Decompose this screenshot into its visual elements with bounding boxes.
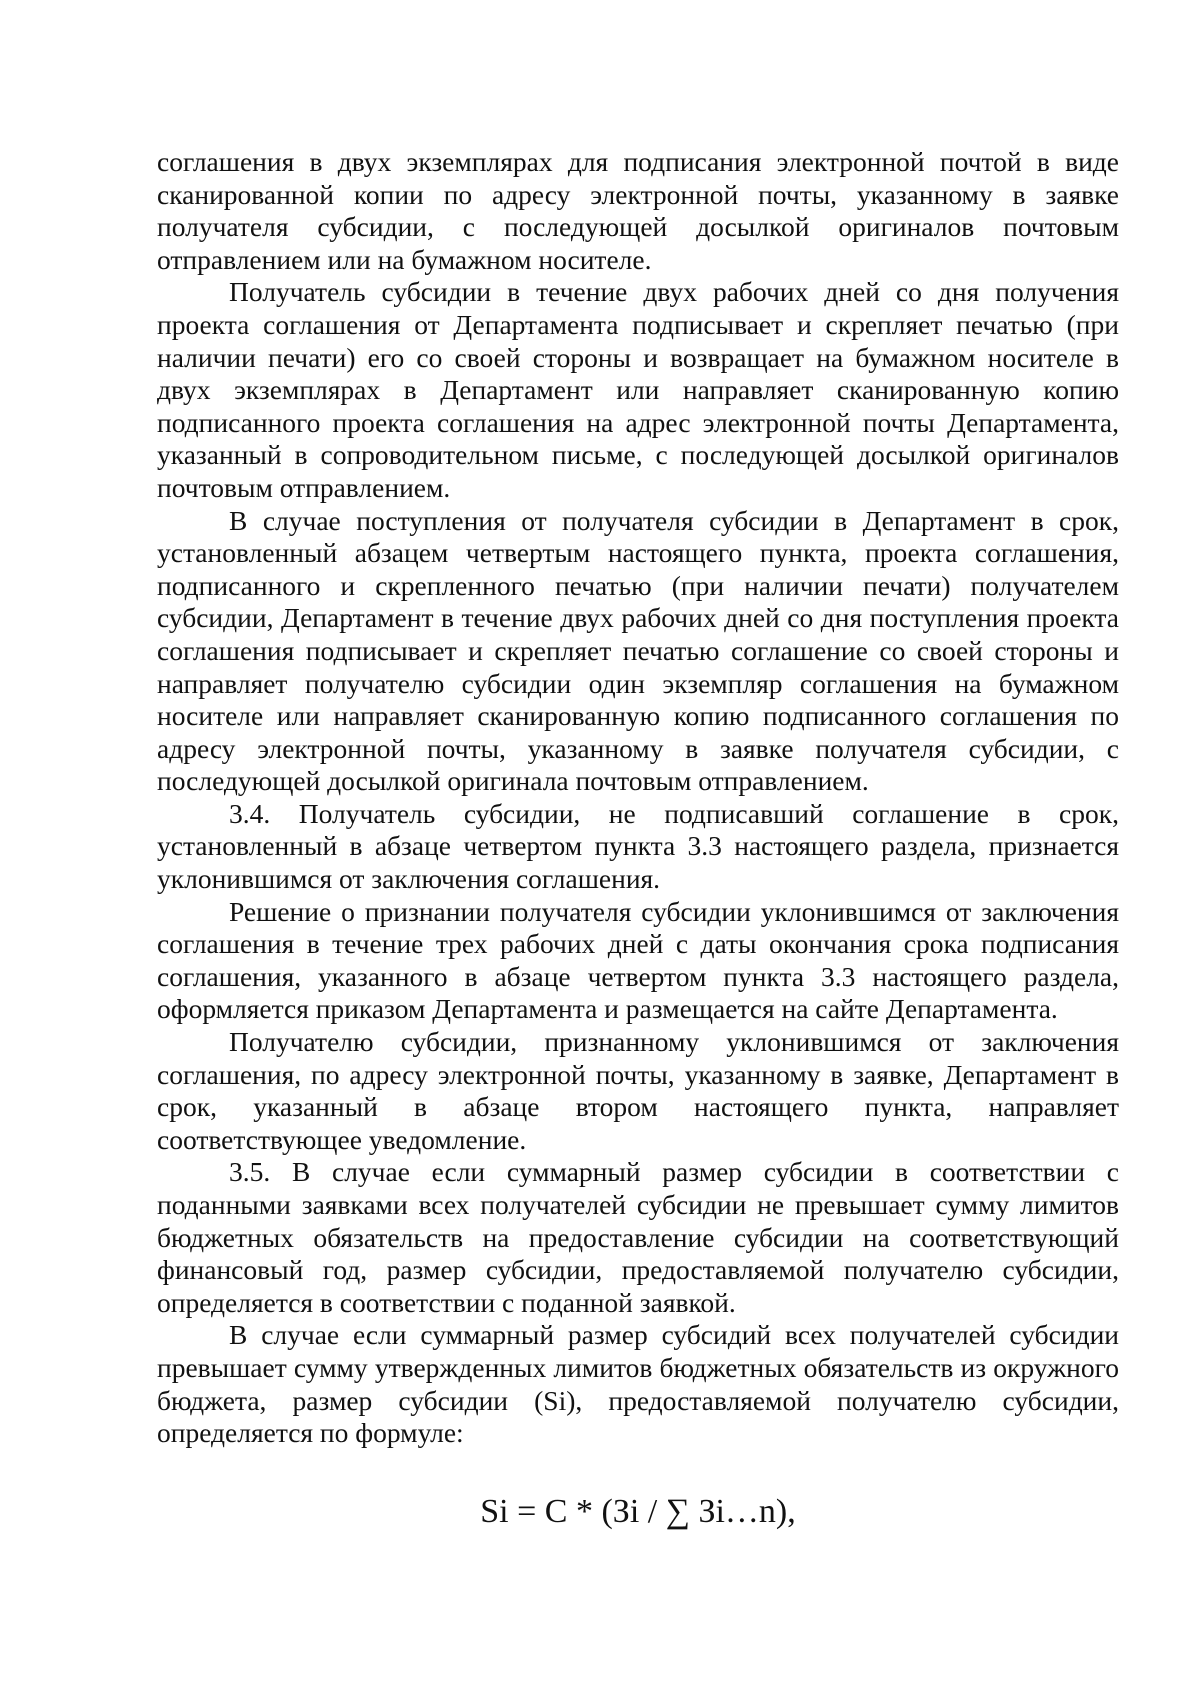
subsidy-formula: Si = C * (Зi / ∑ Зi…n), bbox=[480, 1492, 796, 1530]
paragraph-continuation: соглашения в двух экземплярах для подписания электронной почтой в виде сканированной копии по адресу электронной почты, указанному в заявке получателя субсидии, с последующей досылкой оригиналов почтовым отправлением или на бумажном носителе. bbox=[157, 146, 1119, 275]
paragraph-evasion-notice: Получателю субсидии, признанному уклонившимся от заключения соглашения, по адресу электронной почты, указанному в заявке, Департамент в срок, указанный в абзаце втором настоящего пункта, направляет соответствующее уведомление. bbox=[157, 1026, 1119, 1155]
paragraph-3-5: 3.5. В случае если суммарный размер субсидии в соответствии с поданными заявками всех получателей субсидии не превышает сумму лимитов бюджетных обязательств на предоставление субсидии на соответствующий финансовый год, размер субсидии, предоставляемой получателю субсидии, определяется в соответствии с поданной заявкой. bbox=[157, 1156, 1119, 1318]
paragraph-department-signing: В случае поступления от получателя субсидии в Департамент в срок, установленный абзацем четвертым настоящего пункта, проекта соглашения, подписанного и скрепленного печатью (при наличии печати) получателем субсидии, Департамент в течение двух рабочих дней со дня поступления проекта соглашения подписывает и скрепляет печатью соглашение со своей стороны и направляет получателю субсидии один экземпляр соглашения на бумажном носителе или направляет сканированную копию подписанного соглашения по адресу электронной почты, указанному в заявке получателя субсидии, с последующей досылкой оригинала почтовым отправлением. bbox=[157, 504, 1119, 797]
paragraph-recipient-signing: Получатель субсидии в течение двух рабочих дней со дня получения проекта соглашения от Департамента подписывает и скрепляет печатью (при наличии печати) его со своей стороны и возвращает на бумажном носителе в двух экземплярах в Департамент или направляет сканированную копию подписанного проекта соглашения на адрес электронной почты Департамента, указанный в сопроводительном письме, с последующей досылкой оригиналов почтовым отправлением. bbox=[157, 276, 1119, 503]
paragraph-formula-intro: В случае если суммарный размер субсидий всех получателей субсидии превышает сумму утвержденных лимитов бюджетных обязательств из окружного бюджета, размер субсидии (Si), предоставляемой получателю субсидии, определяется по формуле: bbox=[157, 1319, 1119, 1449]
paragraph-evasion-decision: Решение о признании получателя субсидии уклонившимся от заключения соглашения в течение трех рабочих дней с даты окончания срока подписания соглашения, указанного в абзаце четвертом пункта 3.3 настоящего раздела, оформляется приказом Департамента и размещается на сайте Департамента. bbox=[157, 895, 1119, 1025]
document-body bbox=[157, 146, 1119, 1534]
paragraph-3-4: 3.4. Получатель субсидии, не подписавший соглашение в срок, установленный в абзаце четвертом пункта 3.3 настоящего раздела, признается уклонившимся от заключения соглашения. bbox=[157, 797, 1119, 895]
